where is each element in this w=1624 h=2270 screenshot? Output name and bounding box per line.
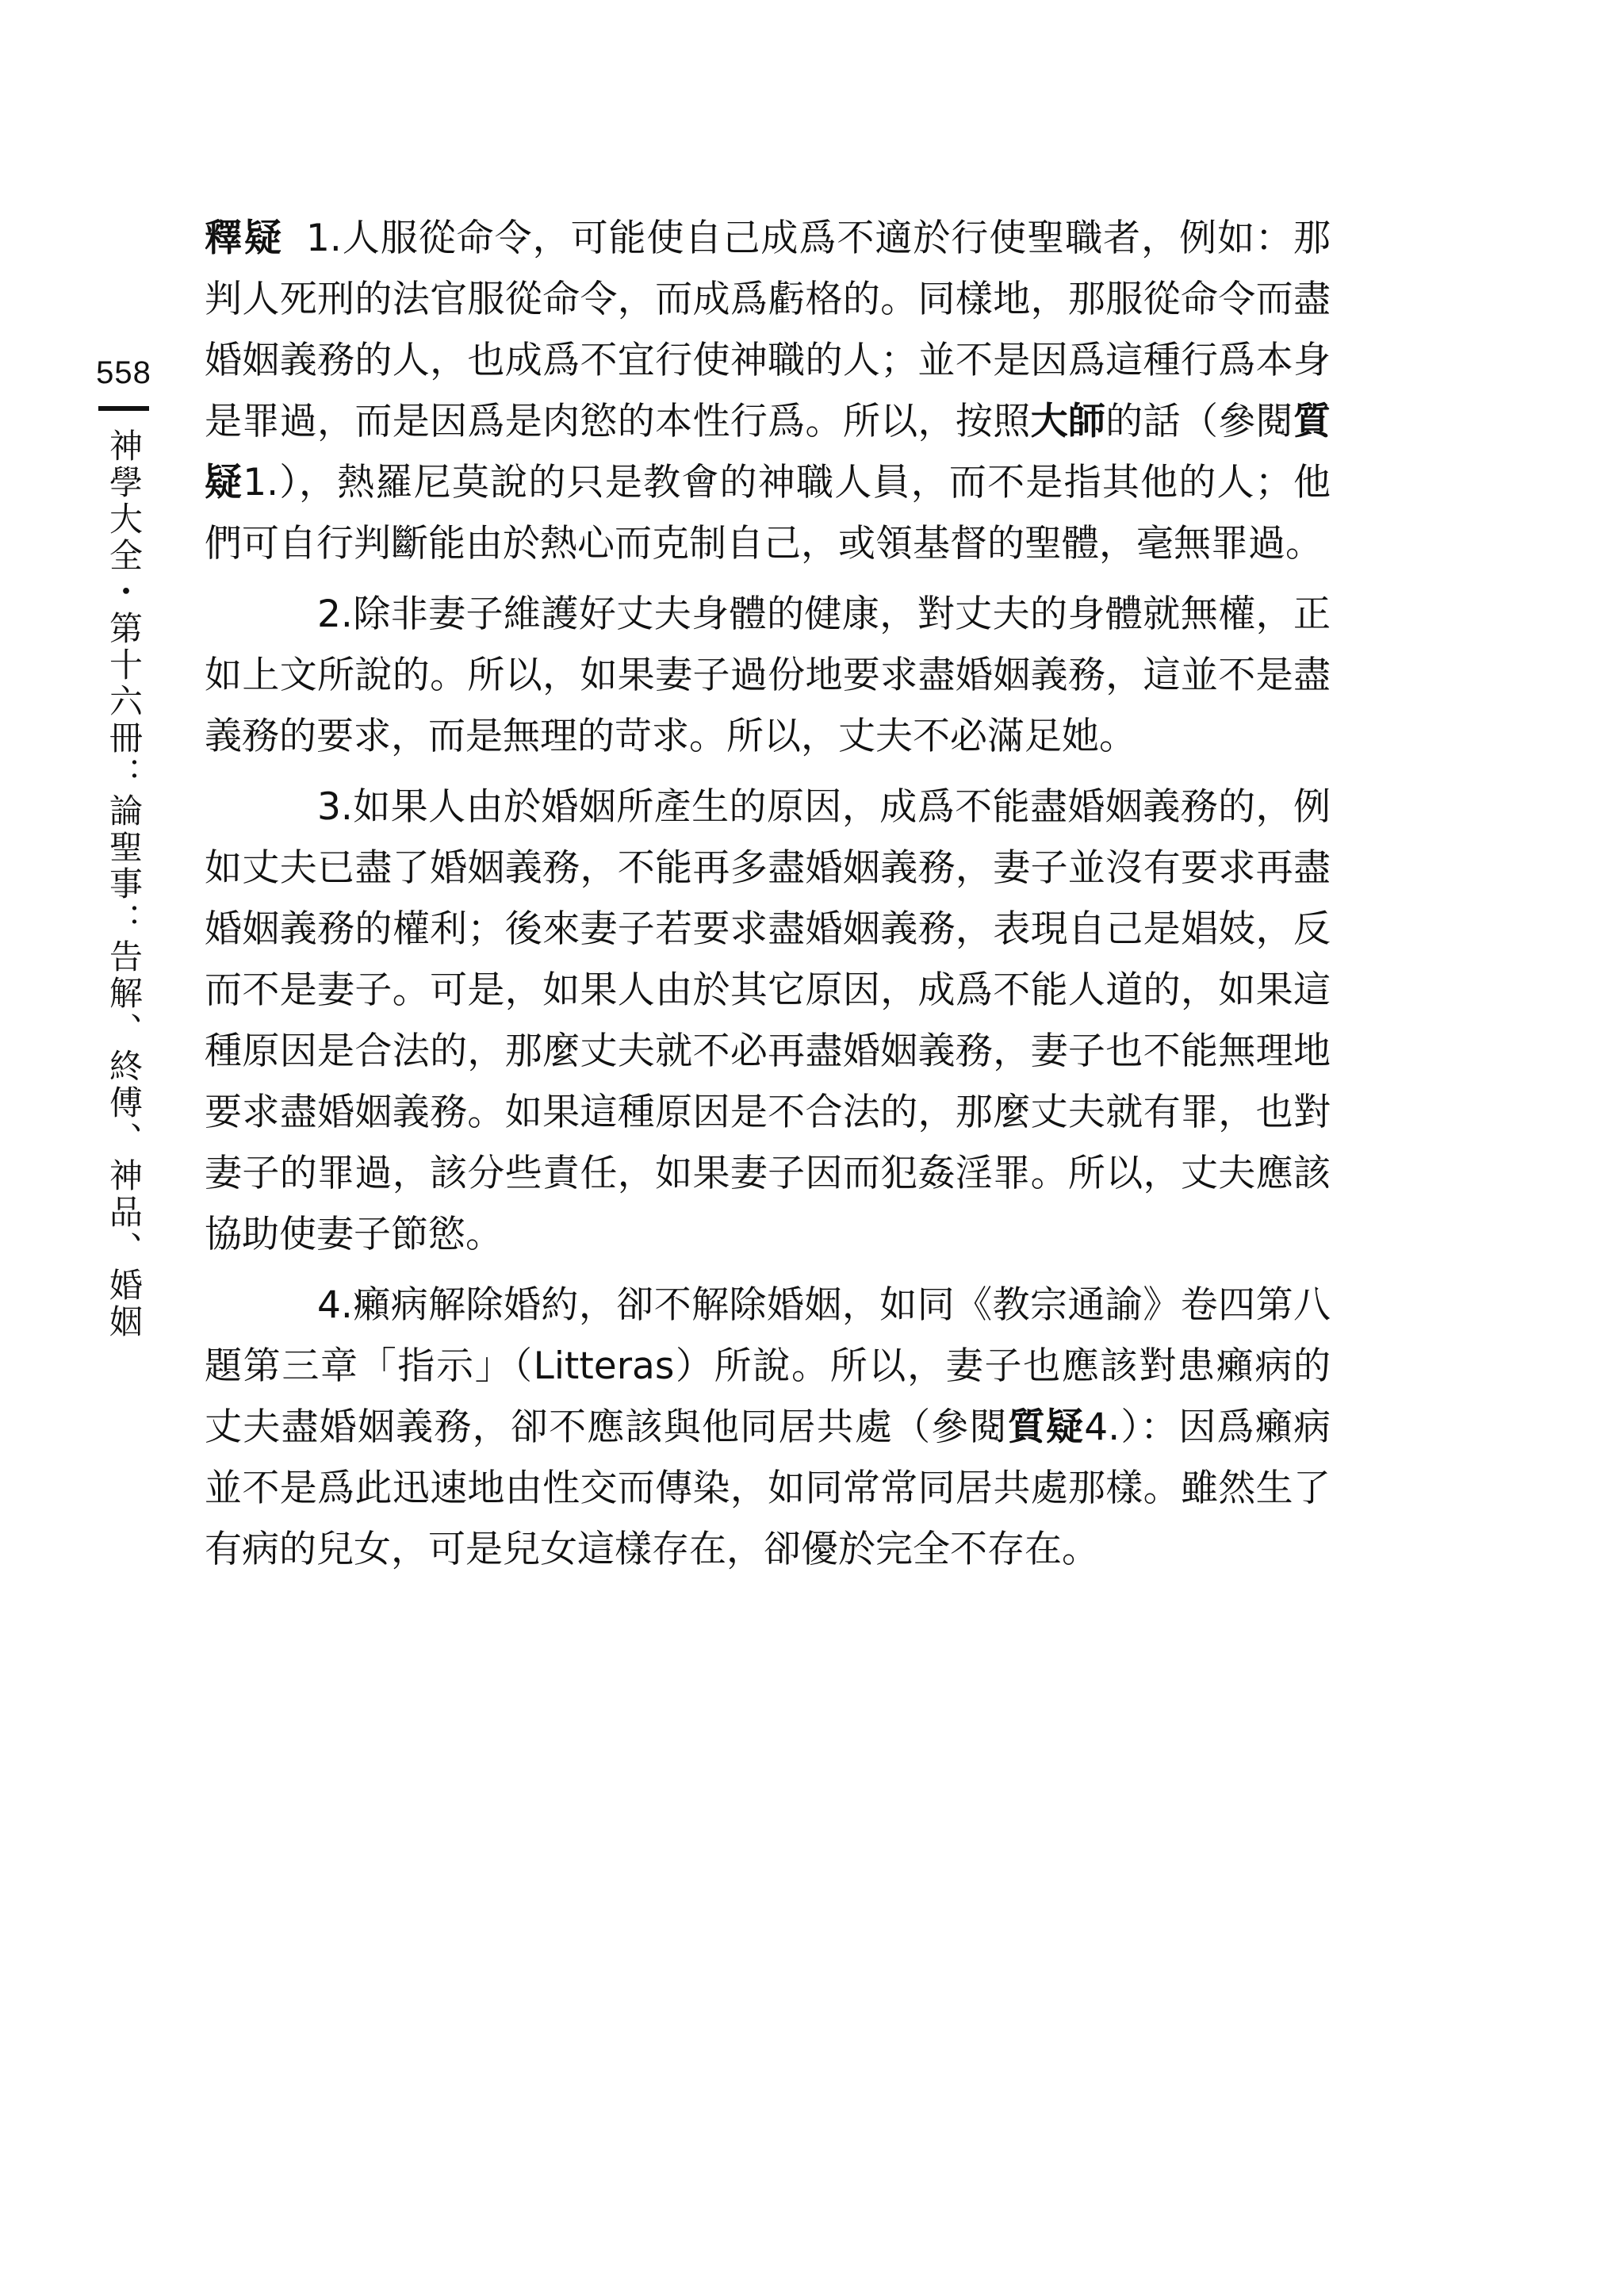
margin-rule xyxy=(98,406,149,411)
reply-paragraph-1 xyxy=(205,208,1331,574)
reply-4-text-b: 4.）：因爲癩病並不是爲此迅速地由性交而傳染，如同常常同居共處那樣。雖然生了有病的兒女，可是兒女這樣存在，卻優於完全不存在。 xyxy=(205,1405,1331,1571)
reply-paragraph-4 xyxy=(205,1275,1331,1580)
margin-column xyxy=(76,357,171,1404)
reply-1-bold-objection: 質疑 xyxy=(205,400,1331,504)
reply-4-text-a: 4.癩病解除婚約，卻不解除婚姻，如同《教宗通諭》卷四第八題第三章「指示」（Litteras）所說。所以，妻子也應該對患癩病的丈夫盡婚姻義務，卻不應該與他同居共處（參閱 xyxy=(205,1283,1331,1449)
reply-4-bold-objection: 質疑 xyxy=(1007,1405,1085,1449)
reply-paragraph-2: 2.除非妻子維護好丈夫身體的健康，對丈夫的身體就無權，正如上文所說的。所以，如果妻子過份地要求盡婚姻義務，這並不是盡義務的要求，而是無理的苛求。所以，丈夫不必滿足她。 xyxy=(205,592,1331,758)
reply-1-bold-master: 大師 xyxy=(1030,400,1106,443)
reply-1-text-b: 的話（參閱 xyxy=(1105,400,1294,443)
main-text xyxy=(205,208,1331,1589)
running-header: 神學大全・第十六冊：論聖事：告解、終傅、神品、婚姻 xyxy=(105,428,144,1340)
reply-1-text-c: 1.），熱羅尼莫說的只是教會的神職人員，而不是指其他的人；他們可自行判斷能由於熱心而克制自己，或領基督的聖體，毫無罪過。 xyxy=(205,461,1331,566)
reply-paragraph-3: 3.如果人由於婚姻所產生的原因，成爲不能盡婚姻義務的，例如丈夫已盡了婚姻義務，不能再多盡婚姻義務，妻子並沒有要求再盡婚姻義務的權利；後來妻子若要求盡婚姻義務，表現自己是娼妓，反而不是妻子。可是，如果人由於其它原因，成爲不能人道的，如果這種原因是合法的，那麼丈夫就不必再盡婚姻義務，妻子也不能無理地要求盡婚姻義務。如果這種原因是不合法的，那麼丈夫就有罪，也對妻子的罪過，該分些責任，如果妻子因而犯姦淫罪。所以，丈夫應該協助使妻子節慾。 xyxy=(205,785,1331,1256)
page-number: 558 xyxy=(96,355,151,390)
reply-label: 釋疑 xyxy=(205,217,284,260)
reply-1-text-a: 1.人服從命令，可能使自己成爲不適於行使聖職者，例如：那判人死刑的法官服從命令，而成爲虧格的。同樣地，那服從命令而盡婚姻義務的人，也成爲不宜行使神職的人；並不是因爲這種行爲本身是罪過，而是因爲是肉慾的本性行爲。所以，按照 xyxy=(205,217,1331,443)
